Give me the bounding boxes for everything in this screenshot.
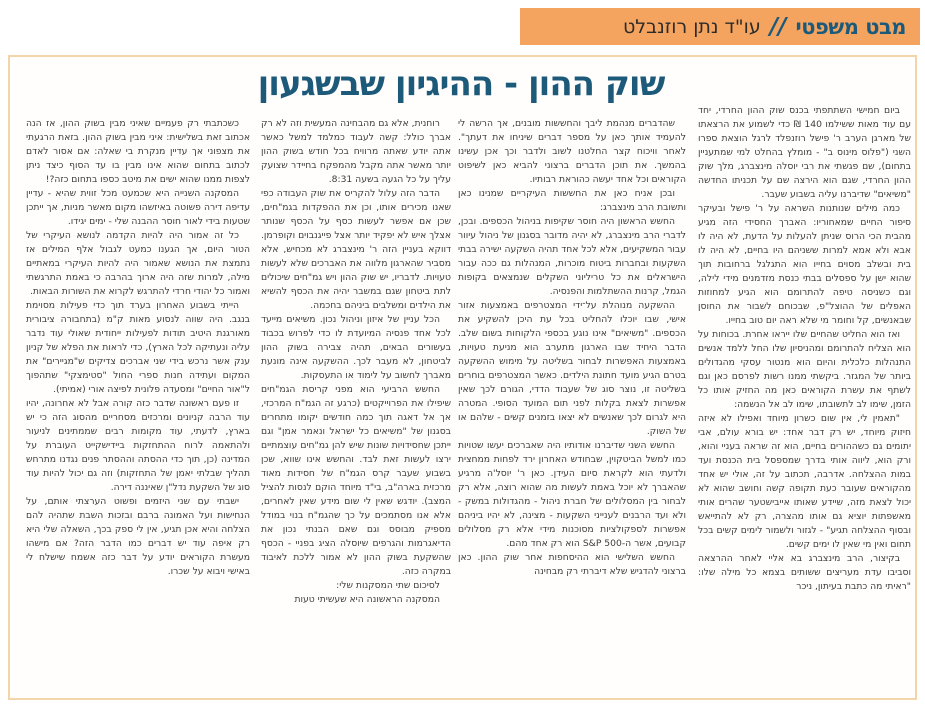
- article-column-4: [26, 117, 250, 689]
- article-box: [8, 55, 917, 700]
- article-paragraph: הייתי בשבוע האחרון בערד תוך כדי פעילות מסוימת בנגב. היה שווה לנסוע מאות ק"מ (בתחבורה ציבורית מאורגנת היטיב תודות לפעילות ייחודית שאולי עוד נדבר עליה ונעתיקה לכל הארץ), כדי לראות את הפלא של קניון ענק אשר נרכש בידי שני אברכים צדיקים ש"מגיירים" את המקום ועתידה חנות ספרי החול "סטימצקי" שתהפוך ל"אור החיים" ומסעדה פלונית לפיצה אורי (אמיתי).: [26, 300, 250, 395]
- article-paragraph: הכל עניין של איזון וניהול נכון. משיאים מייעד לכל אחד פנסיה המיועדת לו כדי לפרוש בכבוד בעשורים הבאים, תהיה צבירה בשוק ההון לביטחון, לא מעבר לכך. ההשקעה אינה מונעת מאברך לחשוב על לימוד או התעסקות.: [261, 314, 451, 381]
- masthead-separator: //: [769, 13, 787, 40]
- article-paragraph: לסיכום שתי המסקנות שלי:: [336, 580, 440, 591]
- article-column-2: [458, 117, 686, 694]
- article-paragraph: המסקנה השנייה היא שכמעט מכל זווית שהיא - עדיין עדיפה דירה פשוטה באיזשהו מקום מאשר מניות, אך ייתכן שטעות בידי לאור חוסר ההבנה שלי - ימים יגידו.: [26, 188, 250, 227]
- article-paragraph: כמה מילים שנותנות השראה על ר' פישל ובעיקר סיפור החיים שמאחוריו: האברך החסידי הזה מגיע מהבית הכי הרוס שניתן להעלות על הדעת, לא היה לו אבא ולא אמא למרות ששניהם היו בחיים, לא היה לו בית ובשלב מסוים בחייו הוא התגלגל ברחובות תוך שהוא ישן על ספסלים בבתי כנסת מזדמנים מידי לילה, וגם כשניסה טיפה להתרומם הוא הגיע למחוזות האפלים של ההוצל"פ, שבכוחם לשבור את החוסן שבאנשים, קל וחומר מי שלא ראה יום טוב בחייו.: [698, 203, 911, 326]
- article-paragraph: כשכתבתי רק פעמיים שאיני מבין בשוק ההון, אז הנה אכתוב זאת בשלישית: איני מבין בשוק ההון. בזאת הרגעתי את מצפוני אך עדיין מנקרת בי שאלה: אם אסור לאדם לכתוב בתחום שהוא אינו מבין בו עד הסוף כיצד ניתן לצפות ממנו שהוא ישים את מיטב כספו בתחום כזה?!: [26, 118, 250, 185]
- article-paragraph: ההשקעה מנוהלת על־ידי המצטרפים באמצעות אזור אישי, שבו יוכלו להחליט בכל עת היכן להשקיע את הכספים. "משיאים" אינו נוגע בכספי הלקוחות בשום שלב. הדבר היחיד שבו הארגון מתערב הוא מניעת טעויות, באמצעות האפשרות לבחור בשליטה על מימוש ההשקעה בטרם הגיע מועד חתונת הילדים. כאשר המצטרפים בוחרים בשליטה זו, נוצר סוג של שעבוד הדדי, הגורם לכך שאין אפשרות לצאת בקלות לפני תום המועד הסופי. המטרה היא לגרום לכך שאנשים לא יצאו בזמנים קשים - שלהם או של השוק.: [458, 300, 686, 437]
- article-paragraph: החשש השני שדיברנו אודותיו היה שאברכים יעשו שטויות כמו למשל הביטקוין, שבחודש האחרון ירד לפחות ממחצית ולדעתי הוא לקראת סיום העידן. כאן ר' יוסל'ה מרגיע שהאברך לא יוכל באמת לעשות מה שהוא רוצה, אלא רק לבחור בין המסלולים של חברת ניהול - מהגדולות במשק - ולא ועד הרבנים לענייני השקעות - מצינה, לא יהיו ביניהם אפשרות לספקולציות מסוכנות מידי אלא רק מסלולים קבועים, אשר ה-S&P 500 הוא רק אחד מהם.: [458, 440, 686, 549]
- article-paragraph: הדבר הזה עלול להקריס את שוק העבודה כפי שאנו מכירים אותו, וכן את ההפקדות בגמ"חים, שכן אם אפשר לעשות כסף על הכסף שנותר אצלך איש לא יפקיד יותר אצל פייגנבוים וקופרמן. דווקא בעניין הזה ר' מינצברג לא מכחיש, אלא מסביר שהארגון מלווה את האברכים שלא לעשות טעויות. לדבריו, יש שוק ההון ויש גמ"חים שיכולים לתת ביטחון שגם במשבר יהיה את הכסף להשיא את הילדים ומשלבים ביניהם בחכמה.: [261, 188, 451, 311]
- article-paragraph: "תאמין לי, אין שום כשרון מיוחד ואפילו לא איזה חיזוק מיוחד, יש רק דבר אחד: יש בורא עולם, אבי יתומים גם כשההורים בחיים, הוא זה שראה בעניי והוא, ורק הוא, ליווה אותי בדרך שמספסל בית הכנסת ועד במות ההצלחה. אדרבה, תכתוב על זה, אולי יש אחד מהקוראים שעובר כעת תקופה קשה וחושב שהוא לא יכול לצאת מזה, שיידע שאותו אייבישטער שהרים אותי מאשפתות יוציא גם אותו מהצרה, רק לא להתייאש ובסוף ההצלחה תגיע" - לגזור ולשמור לימים קשים בכל תחום ואין מי שאין לו ימים קשים.: [698, 413, 911, 550]
- article-paragraph: רוחנית, אלא גם מהבחינה המעשית וזה לא רק אברך כולל: קשה לעבוד כמלמד למשל כאשר אתה יודע שאתה מרוויח בכל חודש בשוק ההון יותר מאשר אתה מקבל מהמפקח בחיידר שצועק עליך על כל הגעה בשעה 8:31.: [261, 118, 451, 185]
- article-paragraph: החשש הרביעי הוא מפני קריסת הגמ"חים שיפילו את הפרוייקטים (כרגע זה הגמ"ח המרכזי, אך אל דאגה תוך כמה חודשים יקומו מתחרים בסגנון של "משיאים כל ישראל ונאמר אמן" וגם ייתכן שחסידויות שונות שיש להן גמ"חים עוצמתיים ירצו לעשות זאת לבד. והחשש אינו שווא, שכן בשבוע שעבר קרס הגמ"ח של חסידות מאוד מרכזית בארה"ב, בי"ד מיוחד הוקם לנסות להציל המצב). יודגש שאין לי שום מידע שאין לאחרים, אלא אנו מסתמכים על כך שהגמ"ח בנוי במודל מספיק מבוסס וגם שאם הבנתי נכון את הדיאגרמות והגרפים שיוסלה הציג בפניי - הכסף שהשקעת בשוק ההון לא אמור ללכת לאיבוד במקרה כזה.: [261, 384, 451, 577]
- article-paragraph: כל זה אמור היה להיות הקדמה לנושא העיקרי של הטור היום, אך הגענו כמעט לגבול אלף המילים אז נתמצת את הנושא שאמור היה להיות העיקרי במאתיים מילה, למרות שזה היה ארוך בהרבה כי באמת התרגשתי ואמור כל יהודי חרדי להתרגש לקרוא את השורות הבאות.: [26, 230, 250, 297]
- masthead-bar: [520, 8, 920, 45]
- article-paragraph: ובכן אניח כאן את החששות העיקריים שמנינו כאן ותשובת הרב מינצברג:: [458, 188, 686, 213]
- article-paragraph: החשש השלישי הוא ההיסחפות אחר שוק ההון. כאן ברצוני להדגיש שלא דיברתי רק מבחינה: [458, 552, 686, 577]
- article-paragraph: ביום חמישי השתתפתי בכנס שוק ההון החרדי, יחד עם עוד מאות ששילמו 140 ₪ כדי לשמוע את הרצאתו של מארגן הערב ר' פישל רוזנפלד לרגל הוצאת ספרו השני ("פלוס מינוס ב" - מומלץ בהחלט למי שמתעניין בתחום), שם פגשתי את רבי יוסלה מינצברג, מלך שוק ההון החרדי, שגם הוא הירצה שם על תכניתו החדשה "משיאים" שדיברנו עליה בשבוע שעבר.: [698, 105, 911, 200]
- article-paragraph: בקיצור, הרב מינצברג בא אליי לאחר ההרצאה וסביבו עדת מעריצים ששותים בצמא כל מילה שלו: "ראיתי מה כתבת בעיתון, ניכר: [698, 553, 911, 592]
- article-paragraph: ואז הוא החליט שהחיים שלו ייראו אחרת. בכוחות על הוא הצליח להתרומם ומהניסיון שלו החל ללמד אנשים התנהלות כלכלית והיום הוא מנטור עסקי מהגדולים ביותר של המגזר. ביקשתי ממנו רשות לפרסם כאן וגם לשתף את עשרת הקוראים כאן מה החזיק אותו כל הזמן, שימו לב לתשובתו, שימו לב אל הנשמה:: [698, 329, 911, 410]
- article-paragraph: המסקנה הראשונה היא שעשיתי טעות: [294, 594, 440, 605]
- article-column-1: [698, 104, 911, 694]
- article-paragraph: זו פעם ראשונה שדבר כזה קורה אבל לא אחרונה, יהיו עוד הרבה קניונים ומרכזים מסחריים מהסוג הזה כי יש בארץ, לדעתי, עוד מקומות רבים שממתינים לניעור ולהתאמה לרוח ההתחזקות ביידישקייט העוברת על המדינה (כן, תוך כדי ההסתה וההסתר פנים נגדנו מתרחש תהליך שבלתי יאמן של התחזקות) וזה גם יכול להיות עוד סוג של השקעת נדל"ן שאיננה דירה.: [26, 398, 250, 493]
- masthead-section-title: מבט משפטי: [795, 14, 906, 39]
- article-paragraph: ישבתי עם שני היזמים ופשוט הערצתי אותם, על הנחישות ועל האמונה ברבם ובזכות השבת שתהיה להם הצלחה והיא אכן תגיע, אין לי ספק בכך, השאלה שלי היא רק איפה עוד יש דברים כמו הדבר הזה? אם מישהו מעשרת הקוראים יודע על דבר כזה אשמח שישלח לי באישי ויבוא על שכרו.: [26, 496, 250, 577]
- article-paragraph: החשש הראשון היה חוסר שקיפות בניהול הכספים. ובכן, לדברי הרב מינצברג, לא יהיה מדובר בסגנון של ניהול עיוור עבור המשקיעים, אלא לכל אחד תהיה השקעה ישירה בבתי השקעות ובחברות ביטוח מוכרות, המנהלות גם ככה עבור הישראלים את כל טריליוני השקלים שנמצאים בקופות הגמל, קרנות ההשתלמות והפנסיה.: [458, 216, 686, 297]
- article-column-3: [261, 117, 451, 694]
- article-title: שוק ההון - ההיגיון שבשגעון: [257, 64, 665, 104]
- masthead-author: עו"ד נתן רוזנבלט: [622, 15, 761, 38]
- article-paragraph: שהדברים מנהמת ליבך והחששות מובנים, אך הרשה לי להעמיד אותך כאן על מספר דברים שיניחו את דעתך". לאחר וויכוח קצר החלטנו לשוב ולדבר וכך אכן עשינו בהמשך. את תוכן הדברים ברצוני להביא כאן לשיפוט הקוראים וכל אחד יעשה כהוראת רבותיו.: [458, 118, 686, 185]
